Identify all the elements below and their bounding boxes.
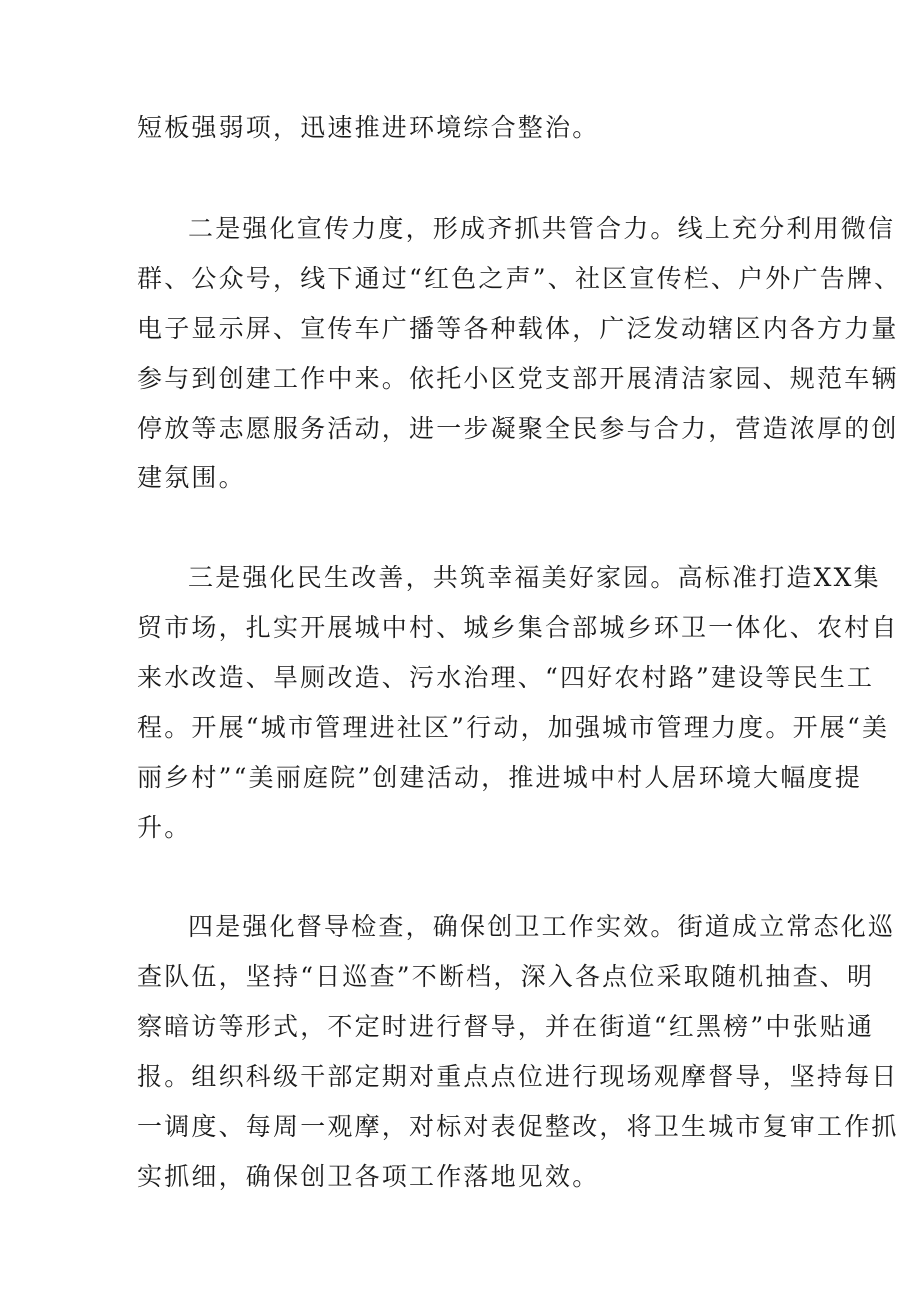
paragraph-4-first-line: 四是强化督导检查，确保创卫工作实效。街道成立常态化巡 — [188, 912, 896, 941]
text-line: 察暗访等形式，不定时进行督导，并在街道“红黑榜”中张贴通 — [137, 1012, 875, 1041]
paragraph-3-first-line: 三是强化民生改善，共筑幸福美好家园。高标准打造XX集 — [188, 563, 881, 592]
text-line: 丽乡村”“美丽庭院”创建活动，推进城中村人居环境大幅度提 — [137, 763, 862, 792]
text-line: 升。 — [137, 813, 192, 842]
text-line: 贸市场，扎实开展城中村、城乡集合部城乡环卫一体化、农村自 — [137, 613, 899, 642]
text-line: 群、公众号，线下通过“红色之声”、社区宣传栏、户外广告牌、 — [137, 264, 902, 293]
text-line: 电子显示屏、宣传车广播等各种载体，广泛发动辖区内各方力量 — [137, 314, 899, 343]
text-line: 报。组织科级干部定期对重点点位进行现场观摩督导，坚持每日 — [137, 1062, 899, 1091]
text-line: 来水改造、旱厕改造、污水治理、“四好农村路”建设等民生工 — [137, 663, 875, 692]
text-line: 建氛围。 — [137, 463, 246, 492]
text-line: 短板强弱项，迅速推进环境综合整治。 — [137, 113, 600, 142]
text-line: 实抓细，确保创卫各项工作落地见效。 — [137, 1162, 600, 1191]
text-line: 停放等志愿服务活动，进一步凝聚全民参与合力，营造浓厚的创 — [137, 414, 899, 443]
text-line: 参与到创建工作中来。依托小区党支部开展清洁家园、规范车辆 — [137, 364, 899, 393]
text-line: 一调度、每周一观摩，对标对表促整改，将卫生城市复审工作抓 — [137, 1112, 899, 1141]
text-line: 程。开展“城市管理进社区”行动，加强城市管理力度。开展“美 — [137, 713, 890, 742]
text-line: 查队伍，坚持“日巡查”不断档，深入各点位采取随机抽查、明 — [137, 962, 875, 991]
paragraph-2-first-line: 二是强化宣传力度，形成齐抓共管合力。线上充分利用微信 — [188, 214, 896, 243]
